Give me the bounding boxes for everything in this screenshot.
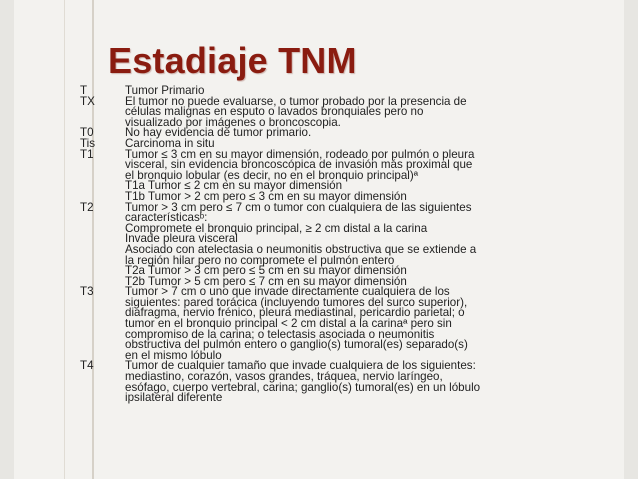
tnm-code: Tis	[80, 136, 96, 150]
tnm-code: T1	[80, 147, 94, 161]
tnm-line: visceral, sin evidencia broncoscópica de invasión más proximal que	[125, 158, 473, 172]
tnm-line: tumor en el bronquio principal < 2 cm distal a la carinaª pero sin	[125, 317, 452, 331]
tnm-line: T2b Tumor > 5 cm pero ≤ 7 cm en su mayor dimensión	[125, 274, 407, 288]
tnm-line: El tumor no puede evaluarse, o tumor probado por la presencia de	[125, 94, 467, 108]
tnm-code: T	[80, 84, 88, 97]
tnm-line: T2a Tumor > 3 cm pero ≤ 5 cm en su mayor dimensión	[125, 264, 407, 278]
right-margin	[624, 0, 638, 479]
tnm-line: Tumor ≤ 3 cm en su mayor dimensión, rodeado por pulmón o pleura	[125, 147, 475, 161]
tnm-line: Tumor > 3 cm pero ≤ 7 cm o tumor con cualquiera de las siguientes	[125, 200, 472, 214]
tnm-description	[125, 200, 620, 288]
tnm-description	[125, 361, 620, 403]
tnm-code: T4	[80, 359, 94, 373]
tnm-line: esófago, cuerpo vertebral, carina; ganglio(s) tumoral(es) en un lóbulo	[125, 380, 481, 394]
tnm-line: Tumor de cualquier tamaño que invade cualquiera de los siguientes:	[125, 359, 476, 373]
tnm-line: diafragma, nervio frénico, pleura mediastinal, pericardio parietal; o	[125, 306, 465, 320]
tnm-row	[80, 200, 620, 288]
tnm-line: Tumor > 7 cm o uno que invade directamente cualquiera de los	[125, 285, 450, 299]
tnm-line: T1a Tumor ≤ 2 cm en su mayor dimensión	[125, 179, 343, 193]
tnm-line: ipsilateral diferente	[125, 391, 223, 405]
tnm-code: T0	[80, 126, 94, 140]
tnm-line: Asociado con atelectasia o neumonitis obstructiva que se extiende a	[125, 242, 477, 256]
tnm-line: en el mismo lóbulo	[125, 348, 222, 362]
tnm-code: T2	[80, 200, 94, 214]
tnm-line: T1b Tumor > 2 cm pero ≤ 3 cm en su mayor dimensión	[125, 189, 407, 203]
tnm-code: T3	[80, 285, 94, 299]
tnm-line: Tumor Primario	[125, 84, 205, 97]
tnm-line: células malignas en esputo o lavados bronquiales pero no	[125, 105, 424, 119]
tnm-line: característicasᵇ:	[125, 211, 208, 225]
tnm-description	[125, 287, 620, 361]
tnm-row	[80, 94, 620, 129]
vertical-rule-light	[64, 0, 65, 479]
tnm-line: compromiso de la carina; o telectasis asociada o neumonitis	[125, 327, 435, 341]
tnm-line: mediastino, corazón, vasos grandes, tráquea, nervio laríngeo,	[125, 370, 443, 384]
tnm-line: la región hilar pero no compromete el pulmón entero	[125, 253, 395, 267]
tnm-line: el bronquio lobular (es decir, no en el bronquio principal)ª	[125, 168, 419, 182]
tnm-line: Carcinoma in situ	[125, 136, 215, 150]
tnm-line: siguientes: pared torácica (incluyendo tumores del surco superior),	[125, 295, 468, 309]
tnm-line: obstructiva del pulmón entero o ganglio(s) tumoral(es) separado(s)	[125, 338, 468, 352]
slide-title: Estadiaje TNM	[108, 40, 357, 81]
tnm-table	[80, 86, 620, 404]
tnm-description	[125, 94, 620, 129]
tnm-line: Invade pleura visceral	[125, 232, 238, 246]
tnm-row	[80, 361, 620, 403]
tnm-line: visualizado por imágenes o broncoscopia.	[125, 115, 341, 129]
tnm-line: No hay evidencia de tumor primario.	[125, 126, 312, 140]
left-margin	[0, 0, 14, 479]
tnm-description	[125, 147, 620, 203]
tnm-code: TX	[80, 94, 95, 108]
tnm-line: Compromete el bronquio principal, ≥ 2 cm distal a la carina	[125, 221, 428, 235]
tnm-row	[80, 287, 620, 361]
tnm-row	[80, 147, 620, 203]
